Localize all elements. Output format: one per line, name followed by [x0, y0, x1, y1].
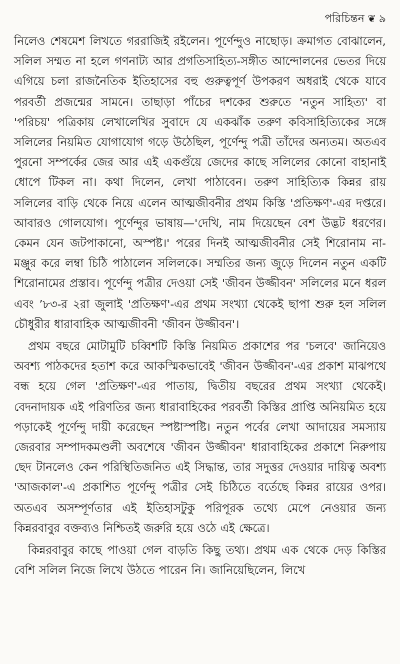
paragraph: প্রথম বছরে মোটামুটি চব্বিশটি কিস্তি নিয়মিত প্রকাশের পর 'চলবে' জানিয়েও অবশ্য পাঠকদের হতাশ করে আকস্মিকভাবেই 'জীবন উজ্জীবন'-এর প্রকাশ মাঝপথে বন্ধ হয়ে গেল 'প্রতিক্ষণ'-এর পাতায়, দ্বিতীয় বছরের প্রথম সংখ্যা থেকেই। বেদনাদায়ক এই পরিণতির জন্য ধারাবাহিকের পরবর্তী কিস্তির প্রাপ্তি অনিয়মিত হয়ে পড়াকেই পূর্ণেন্দু দায়ী করেছেন স্পষ্টাস্পষ্টি। নতুন পর্বের লেখা আদায়ের সমস্যায় জেরবার সম্পাদকমণ্ডলী অবশেষে 'জীবন উজ্জীবন' ধারাবাহিকের প্রকাশে নিরুপায় ছেদ টানলেও কেন পরিস্থিতিজনিত এই সিদ্ধান্ত, তার সদুত্তর দেওয়ার দায়িত্ব অবশ্য 'আজকাল'-এ প্রকাশিত পূর্ণেন্দু পত্রীর সেই চিঠিতে বর্তেছে কিন্নর রায়ের ওপর। অতএব অসম্পূর্ণতার এই ইতিহাসটুকু পরিপূরক তথ্যে মেপে নেওয়ার জন্য কিন্নরবাবুর বক্তব্যও নিশ্চিতই জরুরি হয়ে ওঠে এই ক্ষেত্রে। [14, 340, 386, 535]
fleuron-icon: ❦ [367, 14, 376, 25]
paragraph: কিন্নরবাবুর কাছে পাওয়া গেল বাড়তি কিছু তথ্য। প্রথম এক থেকে দেড় কিস্তির বেশি সলিল নিজে লিখে উঠতে পারেন নি। জানিয়েছিলেন, লিখে [14, 544, 386, 578]
running-header [325, 10, 386, 29]
page-number: ৯ [378, 12, 386, 25]
paragraph: নিলেও শেষমেশ লিখতে গররাজিই রইলেন। পূর্ণেন্দুও নাছোড়। ক্রমাগত বোঝালেন, সলিল সম্মত না হলে গণনাট্য আর প্রগতিসাহিত্য-সঙ্গীত আন্দোলনের ভেতর দিয়ে এগিয়ে চলা রাজনৈতিক ইতিহাসের বহু গুরুত্বপূর্ণ উপকরণ অধরাই থেকে যাবে পরবর্তী প্রজন্মের সামনে। তাছাড়া পাঁচের দশকের শুরুতে 'নতুন সাহিত্য' বা 'পরিচয়' পত্রিকায় লেখালেখির সুবাদে যে একঝাঁক তরুণ কবিসাহিত্যিকের সঙ্গে সলিলের নিয়মিত যোগাযোগ গড়ে উঠেছিল, পূর্ণেন্দু পত্রী তাঁদের অন্যতম। অতএব পুরনো সম্পর্কের জের আর এই একগুঁয়ে জেদের কাছে সলিলের কোনো বাহানাই ধোপে টিকল না। কথা দিলেন, লেখা পাঠাবেন। তরুণ সাহিত্যিক কিন্নর রায় সলিলের বাড়ি থেকে নিয়ে এলেন আত্মজীবনীর প্রথম কিস্তি 'প্রতিক্ষণ'-এর দপ্তরে। আবারও গোলযোগ। পূর্ণেন্দুর ভাষায়—'দেখি, নাম দিয়েছেন বেশ উদ্ভট ধরণের। কেমন যেন জটপাকানো, অস্পষ্ট।' পরের দিনই আত্মজীবনীর সেই শিরোনাম না-মঞ্জুর করে লম্বা চিঠি পাঠালেন সলিলকে। সম্মতির জন্য জুড়ে দিলেন নতুন একটি শিরোনামের প্রস্তাব। পূর্ণেন্দু পত্রীর দেওয়া সেই 'জীবন উজ্জীবন' সলিলের মনে ধরল এবং ’৮৩-র ২রা জুলাই 'প্রতিক্ষণ'-এর প্রথম সংখ্যা থেকেই ছাপা শুরু হল সলিল চৌধুরীর ধারাবাহিক আত্মজীবনী 'জীবন উজ্জীবন'। [14, 35, 386, 331]
section-title: পরিচিন্তন [324, 12, 365, 25]
body-text [14, 32, 386, 583]
